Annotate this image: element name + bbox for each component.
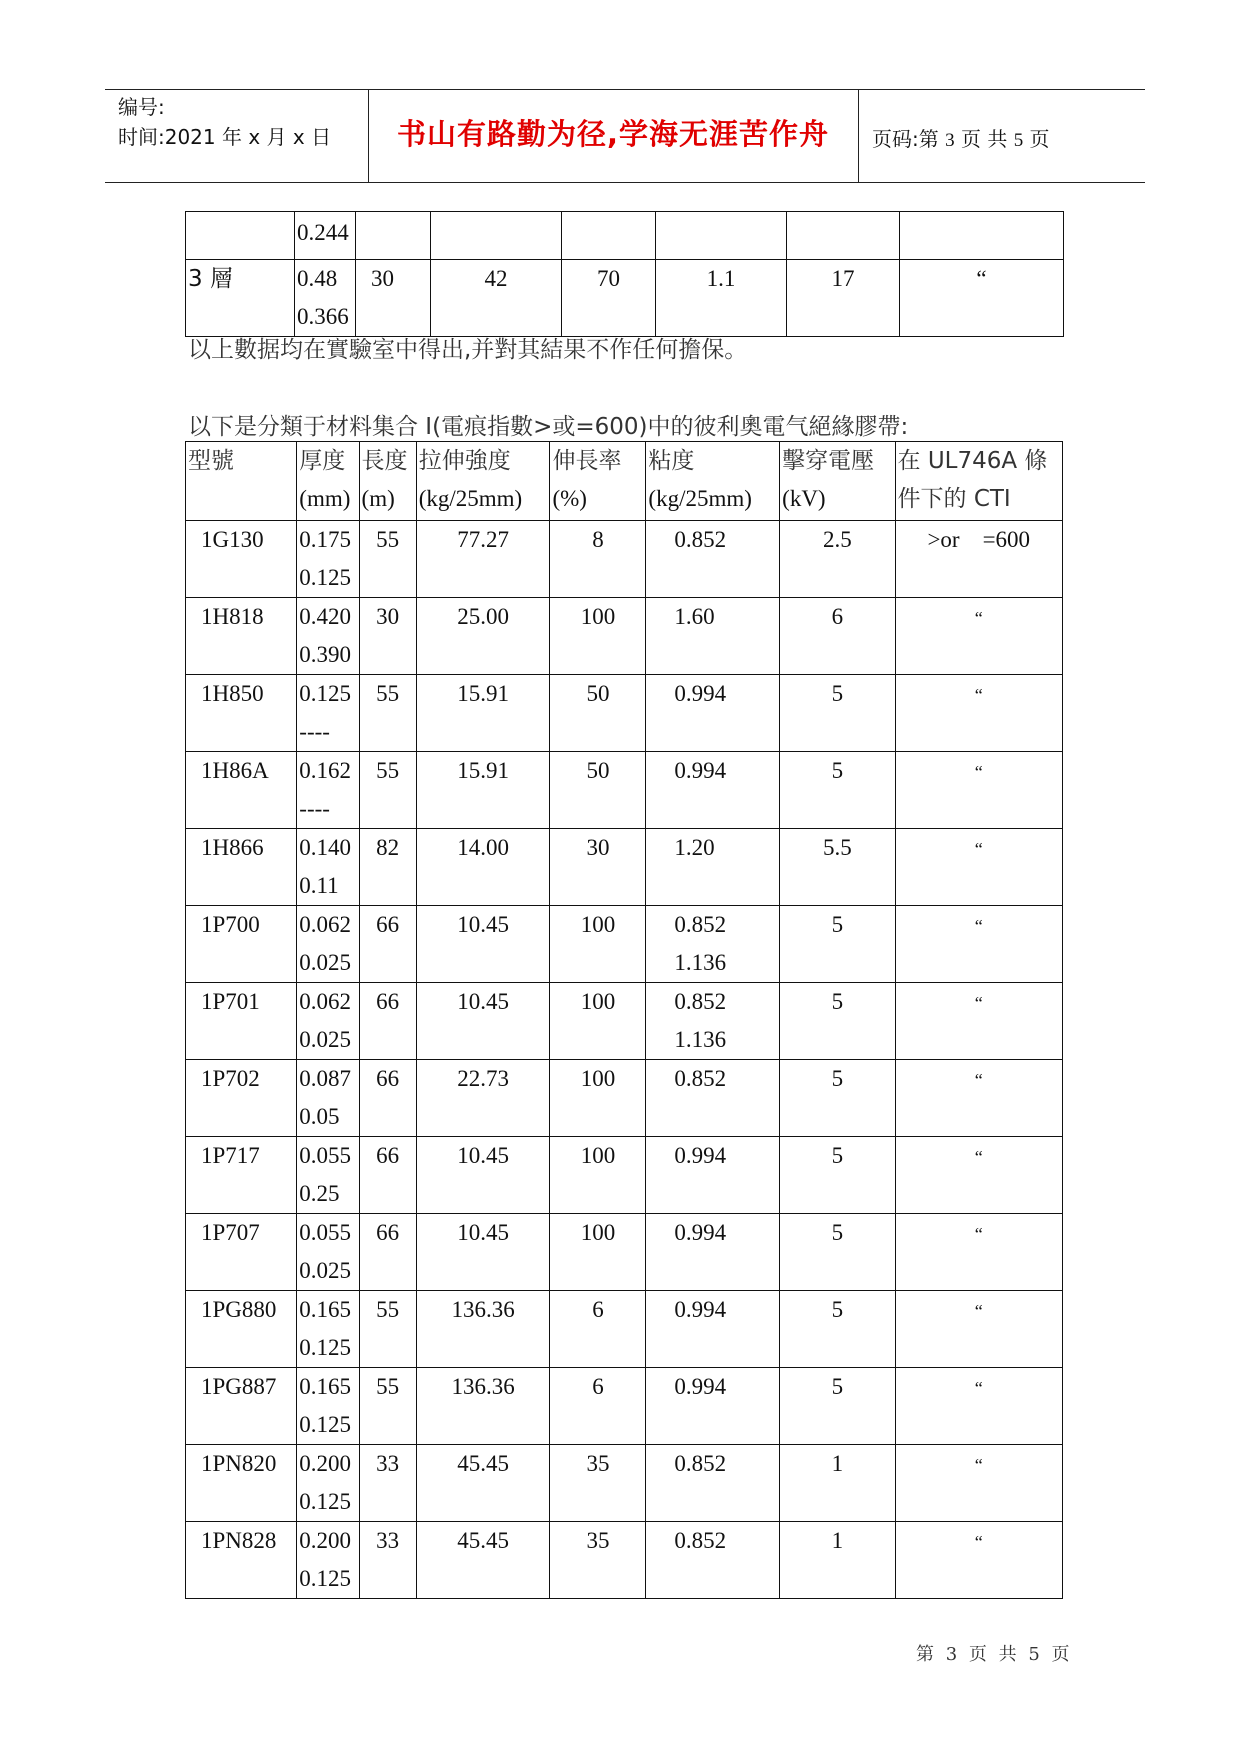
breakdown-cell: 5 xyxy=(780,906,895,983)
table-row xyxy=(186,521,1063,598)
page-total: 5 xyxy=(1013,130,1024,151)
tensile-cell: 15.91 xyxy=(416,752,550,829)
elongation-cell: 50 xyxy=(550,675,646,752)
model-cell: 1H866 xyxy=(186,829,297,906)
adhesion-cell: 0.852 xyxy=(646,1522,780,1599)
cti-cell: “ xyxy=(895,675,1062,752)
breakdown-cell: 6 xyxy=(780,598,895,675)
tensile-cell: 10.45 xyxy=(416,1137,550,1214)
table-cell xyxy=(900,212,1064,260)
model-cell: 1PG887 xyxy=(186,1368,297,1445)
breakdown-cell: 5.5 xyxy=(780,829,895,906)
model-cell: 1PN828 xyxy=(186,1522,297,1599)
header-tensile: 拉伸強度 (kg/25mm) xyxy=(416,442,550,521)
table-row xyxy=(186,983,1063,1060)
breakdown-cell: 5 xyxy=(780,983,895,1060)
model-cell: 1P707 xyxy=(186,1214,297,1291)
breakdown-cell: 5 xyxy=(780,675,895,752)
table-row xyxy=(186,1137,1063,1214)
thickness-cell: 0.165 0.125 xyxy=(297,1291,359,1368)
table-row xyxy=(186,1291,1063,1368)
table-cell xyxy=(656,212,787,260)
breakdown-cell: 5 xyxy=(780,752,895,829)
table-cell xyxy=(787,212,900,260)
tensile-cell: 136.36 xyxy=(416,1368,550,1445)
cti-cell: “ xyxy=(900,260,1064,337)
length-cell: 66 xyxy=(359,1060,416,1137)
elongation-cell: 6 xyxy=(550,1291,646,1368)
thickness-cell: 0.162 ---- xyxy=(297,752,359,829)
adhesion-cell: 0.994 xyxy=(646,1214,780,1291)
elongation-cell: 100 xyxy=(550,1137,646,1214)
adhesion-cell: 0.994 xyxy=(646,1291,780,1368)
breakdown-cell: 1 xyxy=(780,1522,895,1599)
model-cell: 1G130 xyxy=(186,521,297,598)
page-label-mid: 页 共 xyxy=(960,127,1008,151)
length-cell: 33 xyxy=(359,1445,416,1522)
header-elongation: 伸長率 (%) xyxy=(550,442,646,521)
length-cell: 33 xyxy=(359,1522,416,1599)
header-divider-right xyxy=(858,89,859,182)
length-cell: 30 xyxy=(356,260,431,337)
header-bottom-rule xyxy=(105,182,1145,183)
continuation-table xyxy=(185,211,1064,337)
thickness-cell: 0.175 0.125 xyxy=(297,521,359,598)
length-cell: 66 xyxy=(359,1214,416,1291)
length-cell: 66 xyxy=(359,906,416,983)
header-page-indicator xyxy=(872,123,1050,152)
tensile-cell: 45.45 xyxy=(416,1522,550,1599)
cti-cell: “ xyxy=(895,906,1062,983)
table-cell xyxy=(356,212,431,260)
page-number: 3 xyxy=(945,130,955,151)
adhesion-cell: 0.994 xyxy=(646,1368,780,1445)
adhesion-cell: 1.1 xyxy=(656,260,787,337)
model-cell: 1P717 xyxy=(186,1137,297,1214)
adhesion-cell: 1.20 xyxy=(646,829,780,906)
table-row xyxy=(186,212,1064,260)
tensile-cell: 25.00 xyxy=(416,598,550,675)
elongation-cell: 100 xyxy=(550,1214,646,1291)
length-cell: 66 xyxy=(359,1137,416,1214)
cti-cell: “ xyxy=(895,983,1062,1060)
model-cell: 1PN820 xyxy=(186,1445,297,1522)
thickness-cell xyxy=(295,260,356,337)
thickness-cell: 0.200 0.125 xyxy=(297,1445,359,1522)
header-meta xyxy=(118,92,331,152)
length-cell: 55 xyxy=(359,752,416,829)
length-cell: 55 xyxy=(359,521,416,598)
table-row xyxy=(186,1445,1063,1522)
disclaimer-text: 以上數据均在實驗室中得出,并對其結果不作任何擔保。 xyxy=(188,337,748,363)
elongation-cell: 30 xyxy=(550,829,646,906)
table-row xyxy=(186,1368,1063,1445)
elongation-cell: 100 xyxy=(550,983,646,1060)
table-row xyxy=(186,675,1063,752)
cti-cell: “ xyxy=(895,1368,1062,1445)
elongation-cell: 100 xyxy=(550,598,646,675)
elongation-cell: 70 xyxy=(562,260,656,337)
length-cell: 55 xyxy=(359,1291,416,1368)
thickness-cell: 0.125 ---- xyxy=(297,675,359,752)
elongation-cell: 35 xyxy=(550,1445,646,1522)
elongation-cell: 8 xyxy=(550,521,646,598)
elongation-cell: 6 xyxy=(550,1368,646,1445)
thickness-cell: 0.200 0.125 xyxy=(297,1522,359,1599)
table-row xyxy=(186,1522,1063,1599)
elongation-cell: 50 xyxy=(550,752,646,829)
breakdown-cell: 5 xyxy=(780,1060,895,1137)
cti-cell: “ xyxy=(895,829,1062,906)
page-label-prefix: 页码:第 xyxy=(872,127,939,151)
cti-cell: “ xyxy=(895,1522,1062,1599)
breakdown-cell: 5 xyxy=(780,1291,895,1368)
model-cell: 1P702 xyxy=(186,1060,297,1137)
adhesion-cell: 0.852 xyxy=(646,1060,780,1137)
thickness-secondary: 0.366 xyxy=(297,304,349,329)
length-cell: 55 xyxy=(359,675,416,752)
length-cell: 30 xyxy=(359,598,416,675)
table-cell xyxy=(562,212,656,260)
tensile-cell: 10.45 xyxy=(416,983,550,1060)
cti-cell: “ xyxy=(895,1137,1062,1214)
tensile-cell: 10.45 xyxy=(416,1214,550,1291)
page-label-suffix: 页 xyxy=(1029,127,1050,151)
elongation-cell: 100 xyxy=(550,1060,646,1137)
table-row xyxy=(186,752,1063,829)
length-cell: 55 xyxy=(359,1368,416,1445)
model-cell: 1P701 xyxy=(186,983,297,1060)
cti-cell: “ xyxy=(895,1060,1062,1137)
adhesion-cell: 0.852 1.136 xyxy=(646,983,780,1060)
table-row xyxy=(186,1060,1063,1137)
thickness-cell: 0.062 0.025 xyxy=(297,906,359,983)
cti-cell: “ xyxy=(895,1214,1062,1291)
header-thickness: 厚度 (mm) xyxy=(297,442,359,521)
header-adhesion: 粘度 (kg/25mm) xyxy=(646,442,780,521)
header-time-label: 时间:2021 年 x 月 x 日 xyxy=(118,125,332,149)
breakdown-cell: 17 xyxy=(787,260,900,337)
header-breakdown: 擊穿電壓 (kV) xyxy=(780,442,895,521)
table-row xyxy=(186,829,1063,906)
adhesion-cell: 0.852 xyxy=(646,521,780,598)
table-cell xyxy=(186,212,295,260)
adhesion-cell: 0.994 xyxy=(646,675,780,752)
model-cell: 1H850 xyxy=(186,675,297,752)
thickness-cell: 0.087 0.05 xyxy=(297,1060,359,1137)
table-cell xyxy=(431,212,562,260)
elongation-cell: 100 xyxy=(550,906,646,983)
table-cell: 0.244 xyxy=(295,212,356,260)
table-row xyxy=(186,906,1063,983)
thickness-cell: 0.062 0.025 xyxy=(297,983,359,1060)
thickness-cell: 0.140 0.11 xyxy=(297,829,359,906)
adhesion-cell: 0.852 1.136 xyxy=(646,906,780,983)
adhesion-cell: 0.994 xyxy=(646,752,780,829)
cti-cell: >or =600 xyxy=(895,521,1062,598)
model-cell: 1P700 xyxy=(186,906,297,983)
table-header-row xyxy=(186,442,1063,521)
tensile-cell: 22.73 xyxy=(416,1060,550,1137)
header-motto: 书山有路勤为径,学海无涯苦作舟 xyxy=(396,117,830,151)
cti-cell: “ xyxy=(895,598,1062,675)
elongation-cell: 35 xyxy=(550,1522,646,1599)
length-cell: 66 xyxy=(359,983,416,1060)
length-cell: 82 xyxy=(359,829,416,906)
breakdown-cell: 5 xyxy=(780,1137,895,1214)
header-number-label: 编号: xyxy=(118,95,165,119)
thickness-cell: 0.420 0.390 xyxy=(297,598,359,675)
page-footer: 第 3 页 共 5 页 xyxy=(916,1644,1073,1665)
thickness-primary: 0.48 xyxy=(297,266,338,291)
tensile-cell: 15.91 xyxy=(416,675,550,752)
table-row xyxy=(186,1214,1063,1291)
breakdown-cell: 5 xyxy=(780,1214,895,1291)
breakdown-cell: 5 xyxy=(780,1368,895,1445)
thickness-cell: 0.055 0.25 xyxy=(297,1137,359,1214)
tensile-cell: 45.45 xyxy=(416,1445,550,1522)
header-model: 型號 xyxy=(186,442,297,521)
tensile-cell: 77.27 xyxy=(416,521,550,598)
tensile-cell: 136.36 xyxy=(416,1291,550,1368)
adhesion-cell: 0.994 xyxy=(646,1137,780,1214)
thickness-cell: 0.055 0.025 xyxy=(297,1214,359,1291)
layer-label: 3 層 xyxy=(186,260,295,337)
thickness-cell: 0.165 0.125 xyxy=(297,1368,359,1445)
tensile-cell: 42 xyxy=(431,260,562,337)
table-row xyxy=(186,598,1063,675)
adhesion-cell: 0.852 xyxy=(646,1445,780,1522)
tensile-cell: 14.00 xyxy=(416,829,550,906)
model-cell: 1H86A xyxy=(186,752,297,829)
tensile-cell: 10.45 xyxy=(416,906,550,983)
cti-cell: “ xyxy=(895,752,1062,829)
tape-spec-table xyxy=(185,441,1063,1599)
header-top-rule xyxy=(105,89,1145,90)
header-length: 長度 (m) xyxy=(359,442,416,521)
cti-cell: “ xyxy=(895,1291,1062,1368)
breakdown-cell: 1 xyxy=(780,1445,895,1522)
adhesion-cell: 1.60 xyxy=(646,598,780,675)
model-cell: 1PG880 xyxy=(186,1291,297,1368)
model-cell: 1H818 xyxy=(186,598,297,675)
cti-cell: “ xyxy=(895,1445,1062,1522)
breakdown-cell: 2.5 xyxy=(780,521,895,598)
table-caption: 以下是分類于材料集合 I(電痕指數>或=600)中的彼利奧電气絕緣膠帶: xyxy=(188,414,909,440)
table-row xyxy=(186,260,1064,337)
header-cti: 在 UL746A 條 件下的 CTI xyxy=(895,442,1062,521)
